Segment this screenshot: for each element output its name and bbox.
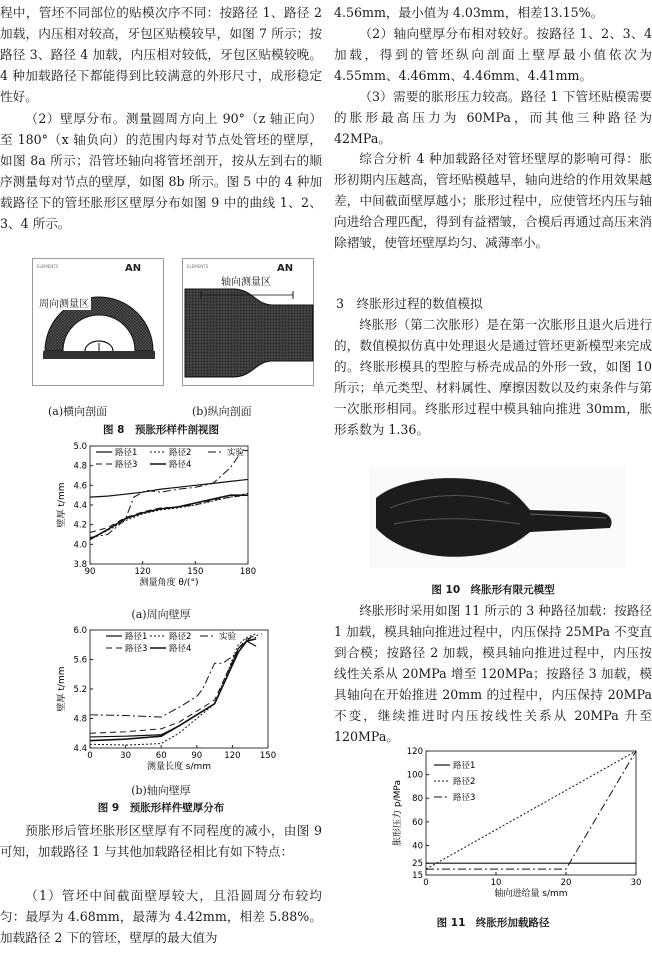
legend-label: 路径2 xyxy=(453,777,476,787)
figure-9-caption: 图 9 预胀形样件壁厚分布 xyxy=(97,802,225,814)
figure-8 xyxy=(32,258,314,386)
figure-8-caption: 图 8 预胀形样件剖视图 xyxy=(103,424,219,436)
ansys-logo-b: AN xyxy=(277,263,294,274)
figure-8b-panel xyxy=(182,258,314,386)
x-tick-label: 0 xyxy=(87,751,93,761)
legend-label: 路径1 xyxy=(125,632,148,642)
y-tick-label: 15 xyxy=(412,871,423,881)
figure-9b-chart xyxy=(0,624,322,774)
y-tick-label: 4.8 xyxy=(73,461,87,472)
x-tick-label: 60 xyxy=(155,751,167,761)
y-tick-label: 5.2 xyxy=(73,685,87,695)
right-paragraph-5: 终胀形（第二次胀形）是在第一次胀形且退火后进行的，数值模拟仿真中处理退火是通过管坯更新模型来完成的。终胀形模具的型腔与桥壳成品的外形一致，如图 10 所示；单元类型、材料属性、摩擦因数以及约束条件与第一次胀形相同。终胀形过程中模具轴向推进 30mm，胀形系数为 1.36。 xyxy=(334,317,652,437)
series-line-路径1 xyxy=(90,479,248,497)
x-tick-label: 30 xyxy=(120,751,132,761)
series-line-路径4 xyxy=(90,495,248,539)
y-tick-label: 4.0 xyxy=(73,540,87,551)
y-tick-label: 25 xyxy=(412,859,423,870)
legend-label: 实验 xyxy=(227,448,245,458)
svg-text:ELEMENTS: ELEMENTS xyxy=(187,264,209,269)
series-line-路径3 xyxy=(90,495,248,532)
figure-8b-subcaption: (b)纵向剖面 xyxy=(192,405,252,418)
ansys-logo: AN xyxy=(125,263,142,274)
y-tick-label: 40 xyxy=(412,841,423,852)
left-paragraph-2: （2）壁厚分布。测量圆周方向上 90°（z 轴正向）至 180°（x 轴负向）的范围内每对节点处管坯的壁厚，如图 8a 所示；沿管坯轴向将管坯剖开，按从左到右的顺序测量每对节点的壁厚，如图 8b 所示。图 5 中的 4 种加载路径下的管坯胀形区壁厚分布如图 9 中的曲线 1、2、3、4 所示。 xyxy=(0,111,322,231)
y-tick-label: 80 xyxy=(412,794,423,805)
figure-10-caption: 图 10 终胀形有限元模型 xyxy=(431,584,555,596)
figure-11-caption: 图 11 终胀形加载路径 xyxy=(436,917,550,929)
legend-label: 路径4 xyxy=(169,460,192,470)
y-axis-label: 胀形压力 p/MPa xyxy=(393,780,403,846)
x-tick-label: 30 xyxy=(630,878,642,888)
y-tick-label: 60 xyxy=(412,817,423,828)
left-paragraph-1: 程中，管坯不同部位的贴模次序不同：按路径 1、路径 2 加载，内压相对较高，牙包区贴模较早，如图 7 所示；按路径 3、路径 4 加载，内压相对较低，牙包区贴模较晚。4 种加载路径下都能得到比较满意的外形尺寸，成形稳定性好。 xyxy=(0,5,322,104)
y-tick-label: 5.6 xyxy=(73,655,87,666)
figure-8a-panel xyxy=(32,258,164,386)
legend-label: 路径3 xyxy=(453,793,476,803)
y-axis-label: 壁厚 t/mm xyxy=(57,666,67,712)
right-paragraph-1: 4.56mm，最小值为 4.03mm，相差13.15%。 xyxy=(334,5,604,20)
right-paragraph-6: 终胀形时采用如图 11 所示的 3 种路径加载：按路径 1 加载，模具轴向推进过程中，内压保持 25MPa 不变直到合模；按路径 2 加载，模具轴向推进过程中，内压按线性关系从 20MPa 增至 120MPa；按路径 3 加载，模具轴向在开始推进 20mm 的过程中，内压保持 20MPa 不变，继续推进时内压按线性关系从 20MPa 升至120MPa。 xyxy=(334,603,652,744)
legend-label: 实验 xyxy=(219,632,237,642)
y-tick-label: 120 xyxy=(406,747,423,757)
x-tick-label: 10 xyxy=(490,878,502,888)
series-line-路径2 xyxy=(90,493,248,538)
legend-label: 路径3 xyxy=(115,460,138,470)
x-axis-label: 轴向进给量 s/mm xyxy=(494,889,568,899)
figure-10-fe-model xyxy=(370,468,626,568)
figure-10-panel xyxy=(370,468,626,568)
right-paragraph-4: 综合分析 4 种加载路径对管坯壁厚的影响可得：胀形初期内压越高，管坯贴模越早，轴向进给的作用效果越差，中间截面壁厚越小；胀形过程中，应使管坯内压与轴向进给合理匹配，得到有益褶皱，合模后再通过高压来消除褶皱，使管坯壁厚均匀、减薄率小。 xyxy=(334,151,652,250)
series-line-路径4 xyxy=(90,639,256,741)
right-paragraph-3: （3）需要的胀形压力较高。路径 1 下管坯贴模需要的胀形最高压力为 60MPa，而其他三种路径为 42MPa。 xyxy=(334,89,652,146)
y-tick-label: 4.4 xyxy=(73,501,87,511)
legend-label: 路径2 xyxy=(169,632,192,642)
y-tick-label: 100 xyxy=(406,770,423,781)
x-axis-label: 测量长度 s/mm xyxy=(146,762,212,772)
section-heading: 3 终胀形过程的数值模拟 xyxy=(336,296,483,311)
left-paragraph-3: 预胀形后管坯胀形区壁厚有不同程度的减小，由图 9 可知，加载路径 1 与其他加载路径相比有如下特点： xyxy=(0,823,322,859)
x-tick-label: 0 xyxy=(423,878,429,888)
legend-label: 路径1 xyxy=(115,448,138,458)
y-axis-label: 壁厚 t/mm xyxy=(57,482,67,528)
legend-label: 路径2 xyxy=(169,448,192,458)
circumferential-region-label: 周向测量区 xyxy=(37,295,91,310)
series-line-路径1 xyxy=(90,641,256,737)
y-tick-label: 4.2 xyxy=(73,520,87,531)
y-tick-label: 6.0 xyxy=(73,626,87,636)
legend-label: 路径1 xyxy=(453,761,476,771)
left-paragraph-4: （1）管坯中间截面壁厚较大，且沿圆周分布较均匀：最厚为 4.68mm，最薄为 4.42mm，相差 5.88%。加载路径 2 下的管坯，壁厚的最大值为 xyxy=(0,888,322,945)
x-tick-label: 90 xyxy=(84,567,96,577)
y-tick-label: 3.8 xyxy=(73,560,87,570)
figure-9b-subcaption: (b)轴向壁厚 xyxy=(131,784,191,797)
legend-label: 路径3 xyxy=(125,644,148,654)
y-tick-label: 4.4 xyxy=(73,744,87,754)
svg-text:ELEMENTS: ELEMENTS xyxy=(37,264,59,269)
x-axis-label: 测量角度 θ/(°) xyxy=(139,578,199,588)
x-tick-label: 180 xyxy=(239,567,257,577)
x-tick-label: 120 xyxy=(224,751,241,761)
x-tick-label: 150 xyxy=(259,751,277,761)
x-tick-label: 120 xyxy=(134,567,151,577)
right-paragraph-2: （2）轴向壁厚分布相对较好。按路径 1、2、3、4 加载，得到的管坯纵向剖面上壁厚最小值依次为 4.55mm、4.46mm、4.46mm、4.41mm。 xyxy=(334,26,652,83)
figure-9a-subcaption: (a)周向壁厚 xyxy=(131,608,191,621)
figure-8a-subcaption: (a)横向剖面 xyxy=(48,405,108,418)
x-tick-label: 20 xyxy=(560,878,572,888)
axial-region-label: 轴向测量区 xyxy=(219,273,273,288)
figure-9a-chart xyxy=(0,440,322,590)
y-tick-label: 4.8 xyxy=(73,714,87,725)
legend-label: 路径4 xyxy=(169,644,192,654)
x-tick-label: 90 xyxy=(191,751,203,761)
x-tick-label: 150 xyxy=(187,567,204,577)
figure-11-chart xyxy=(374,745,644,905)
figure-8a-mesh xyxy=(33,259,165,387)
y-tick-label: 4.6 xyxy=(73,481,87,492)
y-tick-label: 5.0 xyxy=(73,442,87,452)
